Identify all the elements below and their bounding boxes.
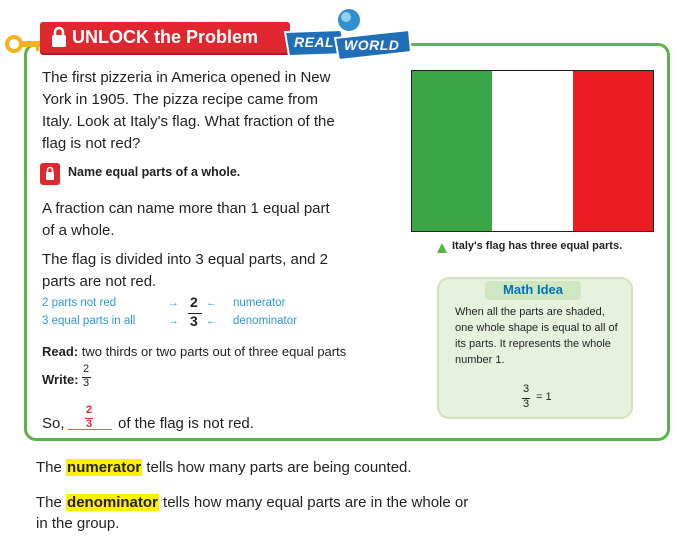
italy-flag <box>411 70 654 232</box>
def-post: tells how many parts are being counted. <box>146 459 412 476</box>
numerator-word: numerator <box>233 297 286 309</box>
fraction-denominator: 3 <box>190 313 198 329</box>
def-pre: The <box>36 459 62 476</box>
def-pre: The <box>36 494 62 511</box>
math-idea-text: When all the parts are shaded, one whole shape is equal to all of its parts. It represents the whole number 1. <box>455 306 618 366</box>
banner-title: UNLOCK the Problem <box>72 27 259 47</box>
math-idea-denominator: 3 <box>523 398 530 410</box>
arrow-right-icon: → <box>168 315 179 327</box>
intro-paragraph: The first pizzeria in America opened in New York in 1905. The pizza recipe came from Italy. Look at Italy's flag. What fraction of the flag is not red? <box>42 69 335 152</box>
denominator-definition <box>36 492 476 534</box>
flag-caption: Italy's flag has three equal parts. <box>452 240 623 252</box>
math-idea-title: Math Idea <box>503 282 563 297</box>
so-label: So, <box>42 415 65 432</box>
numerator-definition <box>36 457 412 478</box>
flag-stripe-red <box>573 71 653 231</box>
math-idea-equals: = 1 <box>536 391 552 403</box>
answer-numerator: 2 <box>86 404 93 416</box>
write-label: Write: <box>42 372 79 387</box>
parts-not-red-label: 2 parts not red <box>42 297 117 309</box>
read-text: two thirds or two parts out of three equal parts <box>81 344 347 359</box>
flag-stripe-green <box>412 71 492 231</box>
denominator-term: denominator <box>67 494 158 511</box>
read-label: Read: <box>42 344 79 359</box>
arrow-left-icon: ← <box>206 315 217 327</box>
step-lock-icon <box>40 163 60 185</box>
fraction-paragraph: A fraction can name more than 1 equal part of a whole. <box>42 200 330 239</box>
lock-icon <box>50 26 68 48</box>
arrow-left-icon: ← <box>206 297 217 309</box>
flag-paragraph: The flag is divided into 3 equal parts, and 2 parts are not red. <box>42 251 329 290</box>
triangle-icon <box>437 243 447 253</box>
badge-world: WORLD <box>344 37 400 53</box>
denominator-word: denominator <box>233 315 297 327</box>
numerator-term: numerator <box>67 459 142 476</box>
arrow-right-icon: → <box>168 297 179 309</box>
step-label: Name equal parts of a whole. <box>68 165 241 179</box>
equal-parts-label: 3 equal parts in all <box>42 315 136 327</box>
answer-denominator: 3 <box>86 418 93 430</box>
so-after-text: of the flag is not red. <box>118 415 254 432</box>
badge-real: REAL <box>294 34 335 50</box>
write-denominator: 3 <box>83 377 90 389</box>
math-idea-numerator: 3 <box>523 383 530 395</box>
flag-stripe-white <box>492 71 572 231</box>
write-numerator: 2 <box>83 363 90 375</box>
read-line <box>42 344 346 359</box>
def-post: tells how many equal parts are in the whole or in the group. <box>36 494 469 532</box>
fraction-numerator: 2 <box>190 294 198 310</box>
key-icon <box>4 28 44 58</box>
